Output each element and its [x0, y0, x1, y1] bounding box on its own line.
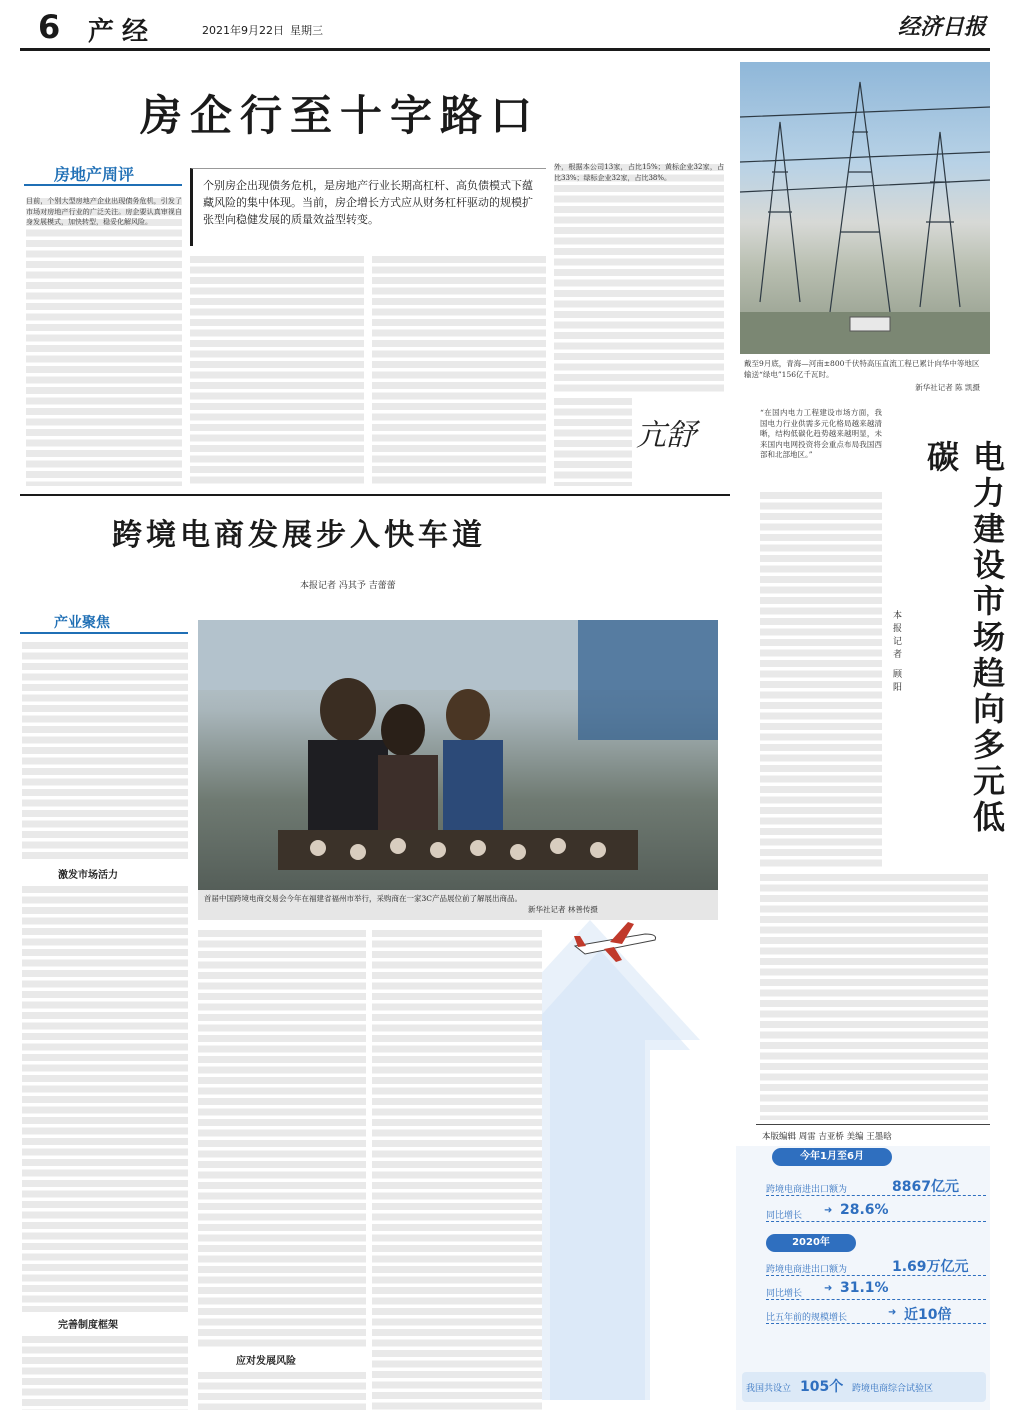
masthead-rule [20, 48, 990, 51]
crossborder-photo-caption: 首届中国跨境电商交易会今年在福建省福州市举行，采购商在一家3C产品展位前了解展出商品。 [204, 894, 523, 903]
power-towers-graphic [740, 62, 990, 354]
power-col-wide [760, 872, 988, 1120]
crossborder-col1-b [22, 884, 188, 1312]
crossborder-photo [198, 620, 718, 920]
subhead-2: 完善制度框架 [58, 1320, 118, 1331]
article-body-col3b [554, 396, 632, 486]
info-heading-1: 今年1月至6月 [772, 1148, 892, 1166]
up-arrow-icon: ➜ [824, 1283, 833, 1294]
info-row-2: 同比增长 ➜ 28.6% [766, 1202, 986, 1222]
info-row-3: 跨境电商进出口额为 1.69万亿元 [766, 1256, 986, 1276]
issue-weekday: 星期三 [290, 24, 323, 37]
issue-date: 2021年9月22日 [202, 24, 284, 37]
article-body-col3: 外，根据本公司13家，占比15%；黄标企业32家，占比33%；绿标企业32家，占比38%。 [554, 162, 724, 392]
section-separator [20, 494, 730, 496]
up-arrow-icon: ➜ [824, 1205, 833, 1216]
crossborder-col1-a [22, 640, 188, 862]
paper-logo: 经济日报 [898, 14, 987, 40]
info-row-4: 同比增长 ➜ 31.1% [766, 1280, 986, 1300]
page-number: 6 [38, 8, 61, 46]
article-power-lead: “在国内电力工程建设市场方面，我国电力行业供需多元化格局越来越清晰，结构低碳化趋势越来越明显，未来国内电网投资将会重点布局我国西部和北部地区。” [760, 408, 882, 459]
masthead [10, 8, 990, 48]
crossborder-col2-b [198, 1370, 366, 1410]
info-heading-2: 2020年 [766, 1234, 856, 1252]
power-photo-credit: 新华社记者 陈 凯摄 [915, 383, 980, 392]
section-name: 产经 [88, 17, 157, 47]
article-crossborder-title: 跨境电商发展步入快车道 [112, 518, 486, 553]
airplane-icon [570, 916, 660, 966]
power-photo-caption: 戴至9月底，青海—河南±800千伏特高压直流工程已累计向华中等地区输送“绿电”156亿千瓦时。 [744, 359, 980, 379]
crossborder-col1-c [22, 1334, 188, 1410]
info-row-1: 跨境电商进出口额为 8867亿元 [766, 1176, 986, 1196]
article-body-col1 [190, 254, 364, 486]
editors-credit: 本版编辑 周雷 吉亚桥 美编 王墨晗 [762, 1132, 892, 1142]
article-power-title: 电力建设市场趋向多元低碳 [922, 440, 1006, 836]
editors-rule [756, 1124, 990, 1125]
infographic [736, 1146, 990, 1410]
column-tag-industry: 产业聚焦 [20, 608, 188, 634]
right-arrow-icon: ➜ [888, 1307, 897, 1318]
power-station-photo [740, 62, 990, 354]
article-real-estate [20, 58, 730, 488]
author-signature: 亢舒 [636, 418, 696, 453]
article-body-col2 [372, 254, 546, 486]
article-crossborder-byline: 本报记者 冯其予 吉蕾蕾 [300, 581, 396, 591]
info-row-5: 比五年前的规模增长 ➜ 近10倍 [766, 1304, 986, 1324]
expo-scene-graphic [198, 620, 718, 920]
article-intro: 目前，个别大型房地产企业出现债务危机，引发了市场对房地产行业的广泛关注。房企要认真审视自身发展模式，加快转型，稳妥化解风险。 [26, 196, 182, 486]
crossborder-col3 [372, 928, 542, 1410]
crossborder-photo-credit: 新华社记者 林善传摄 [528, 905, 598, 914]
column-tag: 房地产周评 [24, 158, 182, 186]
subhead-3: 应对发展风险 [236, 1356, 296, 1367]
subhead-1: 激发市场活力 [58, 870, 118, 881]
pullquote: 个别房企出现债务危机，是房地产行业长期高杠杆、高负债模式下蕴藏风险的集中体现。当前，房企增长方式应从财务杠杆驱动的规模扩张型向稳健发展的质量效益型转变。 [190, 168, 546, 246]
article-power-byline: 本报记者 顾阳 [891, 610, 901, 695]
power-photo-block [740, 62, 990, 392]
crossborder-col2 [198, 928, 366, 1348]
article-title: 房企行至十字路口 [140, 91, 541, 140]
info-footer: 我国共设立 105个 跨境电商综合试验区 [742, 1372, 986, 1402]
power-col1 [760, 490, 882, 870]
